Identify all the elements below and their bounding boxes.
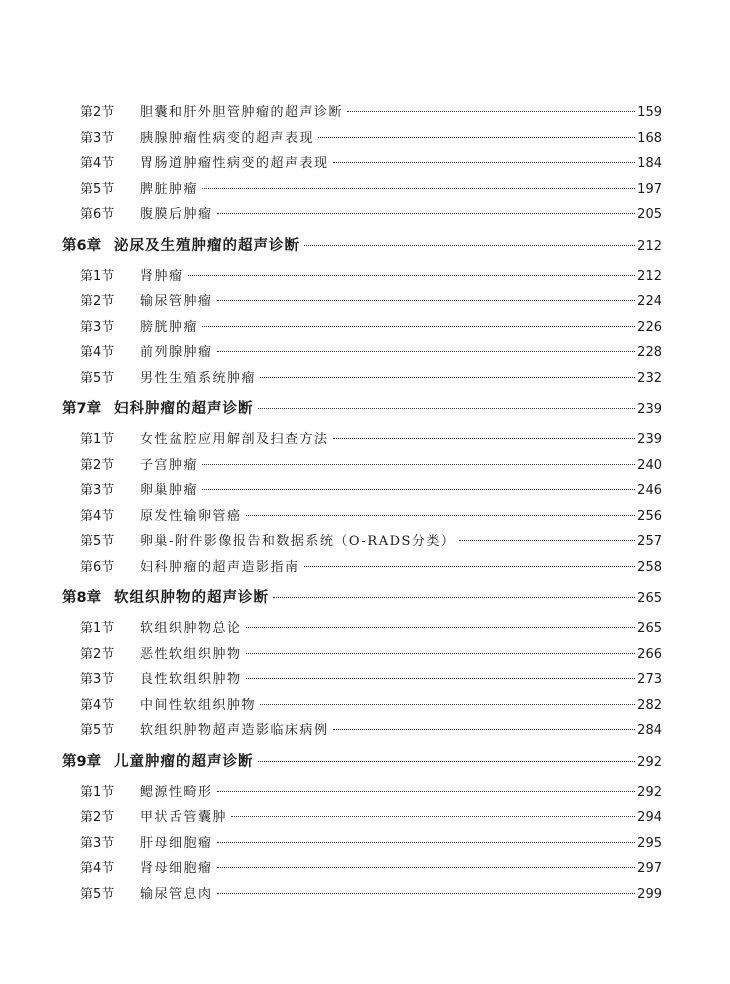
- page-number: 212: [637, 268, 662, 284]
- dot-leader: [202, 188, 635, 189]
- chapter-number: 第8章: [62, 590, 102, 606]
- toc-section-entry[interactable]: [62, 805, 662, 831]
- dot-leader: [459, 540, 635, 541]
- page-number: 197: [637, 181, 662, 197]
- page-number: 239: [637, 432, 662, 447]
- chapter-title: 妇科肿瘤的超声诊断: [114, 401, 254, 417]
- chapter-title: 软组织肿物的超声诊断: [114, 590, 269, 606]
- page-number: 240: [637, 457, 662, 473]
- toc-section-entry[interactable]: [62, 529, 662, 555]
- dot-leader: [217, 867, 636, 868]
- toc-chapter-entry[interactable]: [62, 580, 662, 616]
- page-number: 273: [637, 672, 662, 687]
- page-number: 226: [637, 319, 662, 335]
- page-number: 297: [637, 861, 662, 876]
- section-title: 软组织肿物超声造影临床病例: [140, 723, 329, 738]
- section-title: 子宫肿瘤: [140, 457, 199, 473]
- dot-leader: [217, 791, 636, 792]
- section-title: 肾肿瘤: [140, 268, 184, 284]
- page-number: 284: [637, 723, 662, 738]
- section-number: 第2节: [80, 457, 115, 473]
- toc-section-entry[interactable]: [62, 264, 662, 290]
- section-number: 第4节: [80, 508, 115, 524]
- section-number: 第5节: [80, 181, 115, 197]
- page-number: 294: [637, 810, 662, 825]
- page-number: 258: [637, 559, 662, 575]
- dot-leader: [333, 729, 636, 730]
- page-number: 282: [637, 697, 662, 713]
- toc-section-entry[interactable]: [62, 151, 662, 177]
- dot-leader: [246, 515, 636, 516]
- section-title: 胃肠道肿瘤性病变的超声表现: [140, 156, 329, 171]
- section-title: 膀胱肿瘤: [140, 319, 199, 335]
- section-number: 第3节: [80, 319, 115, 335]
- dot-leader: [202, 489, 635, 490]
- toc-section-entry[interactable]: [62, 642, 662, 668]
- page-number: 266: [637, 646, 662, 662]
- section-title: 恶性软组织肿物: [140, 646, 242, 662]
- page-number: 232: [637, 370, 662, 386]
- section-number: 第5节: [80, 723, 115, 738]
- section-title: 良性软组织肿物: [140, 672, 242, 687]
- page-number: 292: [637, 784, 662, 800]
- dot-leader: [217, 213, 636, 214]
- chapter-number: 第7章: [62, 401, 102, 417]
- toc-section-entry[interactable]: [62, 289, 662, 315]
- page-number: 168: [637, 130, 662, 146]
- toc-section-entry[interactable]: [62, 126, 662, 152]
- page-number: 246: [637, 483, 662, 498]
- dot-leader: [231, 816, 635, 817]
- page-number: 265: [637, 621, 662, 636]
- section-title: 脾脏肿瘤: [140, 181, 199, 197]
- toc-section-entry[interactable]: [62, 693, 662, 719]
- toc-section-entry[interactable]: [62, 718, 662, 744]
- table-of-contents: [62, 100, 662, 907]
- toc-section-entry[interactable]: [62, 453, 662, 479]
- section-number: 第2节: [80, 646, 115, 662]
- section-number: 第5节: [80, 534, 115, 549]
- dot-leader: [217, 842, 636, 843]
- toc-section-entry[interactable]: [62, 555, 662, 581]
- section-number: 第1节: [80, 621, 115, 636]
- chapter-number: 第9章: [62, 753, 102, 770]
- page-number: 292: [637, 754, 662, 770]
- section-number: 第3节: [80, 835, 115, 851]
- section-number: 第2节: [80, 810, 115, 825]
- page-number: 299: [637, 886, 662, 902]
- section-title: 软组织肿物总论: [140, 621, 242, 636]
- dot-leader: [202, 464, 635, 465]
- dot-leader: [347, 111, 635, 112]
- dot-leader: [304, 245, 635, 246]
- section-number: 第4节: [80, 156, 115, 171]
- section-title: 胆囊和肝外胆管肿瘤的超声诊断: [140, 105, 344, 120]
- chapter-title: 泌尿及生殖肿瘤的超声诊断: [114, 237, 300, 254]
- section-number: 第5节: [80, 886, 115, 902]
- section-title: 卵巢肿瘤: [140, 483, 199, 498]
- page-number: 265: [637, 591, 662, 606]
- section-title: 中间性软组织肿物: [140, 697, 257, 713]
- toc-section-entry[interactable]: [62, 366, 662, 392]
- page-number: 239: [637, 402, 662, 417]
- toc-section-entry[interactable]: [62, 427, 662, 453]
- page-number: 159: [637, 105, 662, 120]
- section-number: 第3节: [80, 483, 115, 498]
- section-number: 第1节: [80, 784, 115, 800]
- section-title: 鳃源性畸形: [140, 784, 213, 800]
- toc-section-entry[interactable]: [62, 340, 662, 366]
- dot-leader: [246, 627, 636, 628]
- dot-leader: [318, 137, 635, 138]
- section-number: 第4节: [80, 861, 115, 876]
- dot-leader: [217, 893, 636, 894]
- chapter-number: 第6章: [62, 237, 102, 254]
- toc-section-entry[interactable]: [62, 478, 662, 504]
- dot-leader: [217, 351, 636, 352]
- toc-chapter-entry[interactable]: [62, 391, 662, 427]
- toc-section-entry[interactable]: [62, 504, 662, 530]
- section-number: 第1节: [80, 268, 115, 284]
- section-title: 前列腺肿瘤: [140, 345, 213, 360]
- section-title: 肾母细胞瘤: [140, 861, 213, 876]
- dot-leader: [304, 566, 636, 567]
- section-title: 妇科肿瘤的超声造影指南: [140, 559, 300, 575]
- dot-leader: [333, 438, 636, 439]
- section-title: 腹膜后肿瘤: [140, 207, 213, 222]
- page-number: 184: [637, 156, 662, 171]
- section-title: 女性盆腔应用解剖及扫查方法: [140, 432, 329, 447]
- dot-leader: [260, 704, 635, 705]
- toc-section-entry[interactable]: [62, 202, 662, 228]
- dot-leader: [258, 408, 636, 409]
- section-number: 第2节: [80, 294, 115, 309]
- toc-section-entry[interactable]: [62, 856, 662, 882]
- page-number: 224: [637, 294, 662, 309]
- section-number: 第4节: [80, 345, 115, 360]
- section-number: 第3节: [80, 672, 115, 687]
- dot-leader: [260, 377, 635, 378]
- toc-chapter-entry[interactable]: [62, 744, 662, 780]
- toc-section-entry[interactable]: [62, 315, 662, 341]
- toc-section-entry[interactable]: [62, 100, 662, 126]
- dot-leader: [217, 300, 636, 301]
- page-number: 212: [637, 238, 662, 254]
- section-title: 胰腺肿瘤性病变的超声表现: [140, 130, 315, 146]
- page-number: 228: [637, 345, 662, 360]
- section-number: 第1节: [80, 432, 115, 447]
- toc-section-entry[interactable]: [62, 831, 662, 857]
- dot-leader: [258, 761, 636, 762]
- section-title: 原发性输卵管癌: [140, 508, 242, 524]
- section-title: 输尿管肿瘤: [140, 294, 213, 309]
- section-number: 第4节: [80, 697, 115, 713]
- section-title: 卵巢-附件影像报告和数据系统（O-RADS分类）: [140, 534, 456, 549]
- page-number: 205: [637, 207, 662, 222]
- section-number: 第5节: [80, 370, 115, 386]
- toc-section-entry[interactable]: [62, 177, 662, 203]
- section-title: 甲状舌管囊肿: [140, 810, 228, 825]
- section-number: 第2节: [80, 105, 115, 120]
- dot-leader: [273, 597, 635, 598]
- dot-leader: [246, 653, 636, 654]
- toc-section-entry[interactable]: [62, 882, 662, 908]
- page-number: 295: [637, 835, 662, 851]
- toc-section-entry[interactable]: [62, 616, 662, 642]
- section-number: 第6节: [80, 207, 115, 222]
- toc-section-entry[interactable]: [62, 667, 662, 693]
- dot-leader: [333, 162, 636, 163]
- dot-leader: [246, 678, 636, 679]
- section-number: 第6节: [80, 559, 115, 575]
- section-number: 第3节: [80, 130, 115, 146]
- page-number: 257: [637, 534, 662, 549]
- section-title: 输尿管息肉: [140, 886, 213, 902]
- toc-section-entry[interactable]: [62, 780, 662, 806]
- toc-chapter-entry[interactable]: [62, 228, 662, 264]
- section-title: 肝母细胞瘤: [140, 835, 213, 851]
- dot-leader: [188, 275, 636, 276]
- chapter-title: 儿童肿瘤的超声诊断: [114, 753, 254, 770]
- section-title: 男性生殖系统肿瘤: [140, 370, 257, 386]
- page-number: 256: [637, 508, 662, 524]
- dot-leader: [202, 326, 635, 327]
